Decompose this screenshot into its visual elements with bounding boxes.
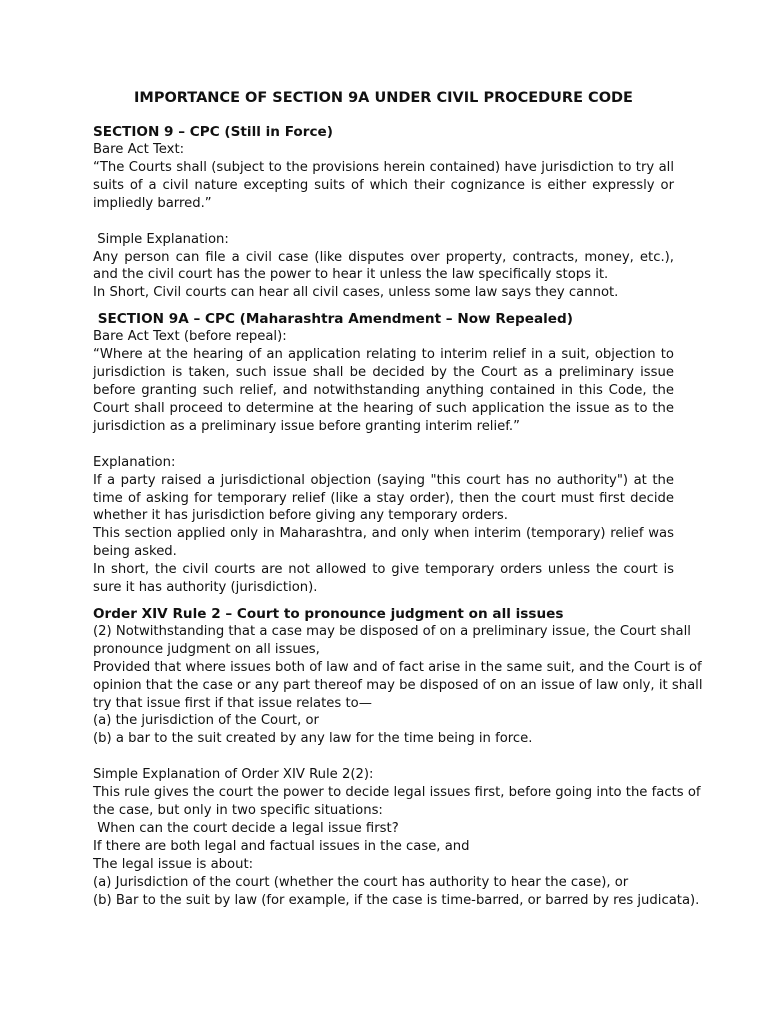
spacer xyxy=(93,213,674,231)
section-9-explanation-label: Simple Explanation: xyxy=(93,231,229,247)
order-14-line: Provided that where issues both of law and of fact arise in the same suit, and the Court is of xyxy=(93,659,702,675)
order-14-line: (a) the jurisdiction of the Court, or xyxy=(93,713,319,729)
spacer xyxy=(93,748,674,766)
section-9-explanation-text: Any person can file a civil case (like disputes over property, contracts, money, etc.), and the civil court has the power to hear it unless the law specifically stops it. xyxy=(93,249,674,283)
section-9-bare-act-label: Bare Act Text: xyxy=(93,142,185,157)
order-14-explanation-line: (a) Jurisdiction of the court (whether the court has authority to hear the case), or xyxy=(93,874,629,890)
order-14-line: (b) a bar to the suit created by any law for the time being in force. xyxy=(93,731,533,747)
document-page xyxy=(93,88,703,910)
spacer xyxy=(93,597,674,605)
section-9 xyxy=(93,123,674,302)
order-14-explanation-line: The legal issue is about: xyxy=(93,856,254,872)
section-9a-bare-act-text: “Where at the hearing of an application relating to interim relief in a suit, objection to jurisdiction is taken, such issue shall be decided by the Court as a preliminary issue before granting such relief, and notwithstanding anything contained in this Code, the Court shall proceed to determine at the hearing of such application the issue as to the jurisdiction as a preliminary issue before granting interim relief.” xyxy=(93,347,674,434)
order-14-rule-2 xyxy=(93,605,703,910)
spacer xyxy=(93,436,674,454)
order-14-explanation-line: Simple Explanation of Order XIV Rule 2(2): xyxy=(93,767,374,783)
section-9a-bare-act-label: Bare Act Text (before repeal): xyxy=(93,329,287,345)
section-9-bare-act-text: “The Courts shall (subject to the provisions herein contained) have jurisdiction to try all suits of a civil nature excepting suits of which their cognizance is either expressly or impliedly barred.” xyxy=(93,159,674,211)
section-9a-explanation-label: Explanation: xyxy=(93,454,176,470)
section-9a-short-text: In short, the civil courts are not allowed to give temporary orders unless the court is sure it has authority (jurisdiction). xyxy=(93,562,674,596)
order-14-explanation-line: (b) Bar to the suit by law (for example, if the case is time-barred, or barred by res judicata). xyxy=(93,892,700,908)
order-14-line: (2) Notwithstanding that a case may be disposed of on a preliminary issue, the Court shall xyxy=(93,623,691,639)
section-9a-applied-text: This section applied only in Maharashtra, and only when interim (temporary) relief was being asked. xyxy=(93,526,674,560)
order-14-heading: Order XIV Rule 2 – Court to pronounce judgment on all issues xyxy=(93,605,564,622)
order-14-line: try that issue first if that issue relates to— xyxy=(93,695,372,711)
section-9-short-text: In Short, Civil courts can hear all civil cases, unless some law says they cannot. xyxy=(93,285,619,301)
order-14-explanation-line: If there are both legal and factual issues in the case, and xyxy=(93,838,470,854)
order-14-explanation-line: This rule gives the court the power to decide legal issues first, before going into the facts of xyxy=(93,785,701,801)
section-9-heading: SECTION 9 – CPC (Still in Force) xyxy=(93,124,333,140)
document-title: IMPORTANCE OF SECTION 9A UNDER CIVIL PROCEDURE CODE xyxy=(134,90,633,106)
section-9a-explanation-text: If a party raised a jurisdictional objection (saying "this court has no authority") at the time of asking for temporary relief (like a stay order), then the court must first decide whether it has jurisdiction before giving any temporary orders. xyxy=(93,472,674,524)
section-9a-heading: SECTION 9A – CPC (Maharashtra Amendment – Now Repealed) xyxy=(93,311,573,328)
order-14-line: opinion that the case or any part thereof may be disposed of on an issue of law only, it shall xyxy=(93,677,703,693)
spacer xyxy=(93,302,674,310)
section-9a xyxy=(93,310,674,597)
order-14-line: pronounce judgment on all issues, xyxy=(93,641,320,657)
order-14-explanation-line: the case, but only in two specific situations: xyxy=(93,803,383,819)
order-14-explanation-line: When can the court decide a legal issue first? xyxy=(93,821,399,836)
